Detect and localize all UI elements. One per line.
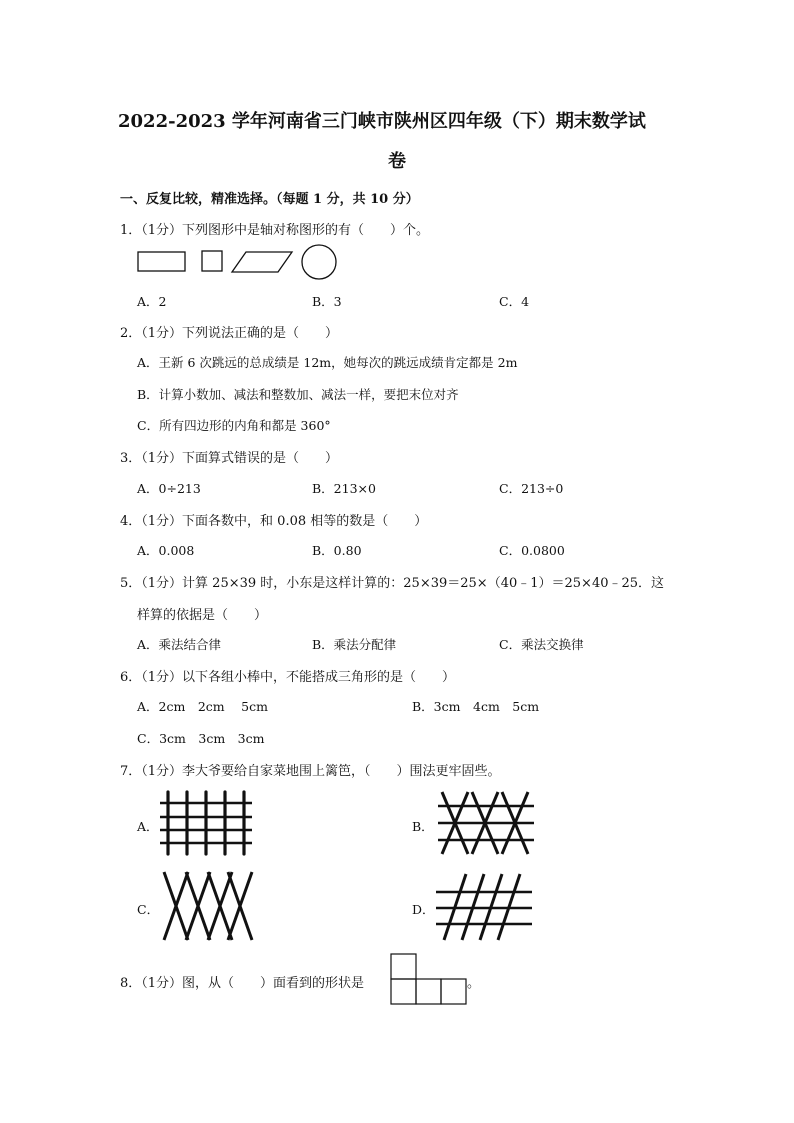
q8-block-view-figure (390, 953, 470, 1005)
q5-option-a[interactable]: A．乘法结合律 (137, 637, 222, 652)
q7-option-c-label[interactable]: C． (137, 902, 160, 917)
q6-option-a[interactable]: A．2cm 2cm 5cm (137, 699, 268, 714)
q4-option-c[interactable]: C．0.0800 (499, 543, 565, 558)
circle-shape (302, 245, 336, 279)
question-4-stem: 4．（1分）下面各数中，和 0.08 相等的数是（ ） (120, 514, 428, 529)
q1-shapes-figure (136, 242, 356, 282)
page-title-line1: 2022-2023 学年河南省三门峡市陕州区四年级（下）期末数学试 (118, 111, 646, 132)
q6-option-b[interactable]: B．3cm 4cm 5cm (412, 699, 540, 714)
bottom-block-1 (391, 979, 416, 1004)
q4-option-b[interactable]: B．0.80 (312, 543, 362, 558)
question-5-stem-continued: 样算的依据是（ ） (137, 608, 268, 623)
question-2-stem: 2．（1分）下列说法正确的是（ ） (120, 326, 339, 341)
q6-option-c[interactable]: C．3cm 3cm 3cm (137, 731, 265, 746)
q1-option-c[interactable]: C．4 (499, 294, 530, 309)
question-7-stem: 7．（1分）李大爷要给自家菜地围上篱笆，（ ）围法更牢固些。 (120, 764, 501, 779)
rectangle-shape (138, 252, 185, 271)
square-shape (202, 251, 222, 271)
fence-cross-rails-figure (438, 790, 534, 856)
q7-option-d-label[interactable]: D． (412, 902, 435, 917)
fence-slanted-figure (436, 870, 532, 942)
q3-option-c[interactable]: C．213÷0 (499, 481, 564, 496)
section-heading: 一、反复比较，精准选择。（每题 1 分，共 10 分） (120, 192, 419, 207)
q5-option-c[interactable]: C．乘法交换律 (499, 637, 584, 652)
q7-option-b-label[interactable]: B． (412, 819, 434, 834)
page-title-line2: 卷 (388, 151, 406, 172)
question-3-stem: 3．（1分）下面算式错误的是（ ） (120, 451, 339, 466)
fence-grid-figure (160, 790, 252, 856)
q7-option-a-label[interactable]: A． (137, 819, 159, 834)
q1-option-a[interactable]: A．2 (137, 294, 167, 309)
bottom-block-2 (416, 979, 441, 1004)
q4-option-a[interactable]: A．0.008 (137, 543, 195, 558)
q2-option-a[interactable]: A．王新 6 次跳远的总成绩是 12m，她每次的跳远成绩肯定都是 2m (137, 355, 518, 370)
q2-option-b[interactable]: B．计算小数加、减法和整数加、减法一样，要把末位对齐 (137, 387, 459, 402)
parallelogram-shape (232, 252, 292, 272)
bottom-block-3 (441, 979, 466, 1004)
q2-option-c[interactable]: C．所有四边形的内角和都是 360° (137, 418, 331, 433)
top-block (391, 954, 416, 979)
q1-option-b[interactable]: B．3 (312, 294, 342, 309)
q3-option-b[interactable]: B．213×0 (312, 481, 376, 496)
q3-option-a[interactable]: A．0÷213 (137, 481, 201, 496)
question-5-stem: 5．（1分）计算 25×39 时，小东是这样计算的：25×39＝25×（40﹣1）＝25×40﹣25．这 (120, 576, 665, 591)
fence-diamond-figure (162, 870, 254, 942)
question-1-stem: 1．（1分）下列图形中是轴对称图形的有（ ）个。 (120, 223, 430, 238)
question-6-stem: 6．（1分）以下各组小棒中，不能搭成三角形的是（ ） (120, 670, 456, 685)
question-8-stem-end: 。 (467, 976, 481, 991)
q5-option-b[interactable]: B．乘法分配律 (312, 637, 397, 652)
question-8-stem: 8．（1分）图，从（ ）面看到的形状是 (120, 976, 365, 991)
